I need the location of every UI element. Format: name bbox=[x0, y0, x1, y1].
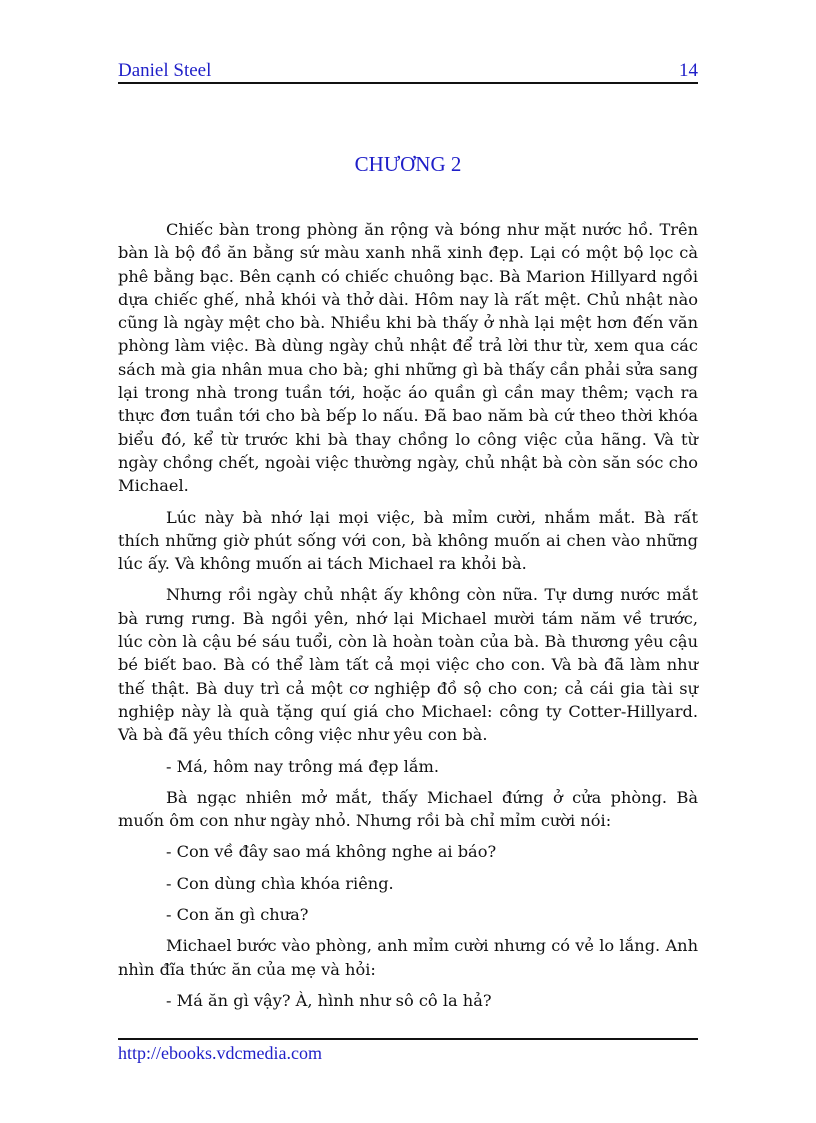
paragraph: Nhưng rồi ngày chủ nhật ấy không còn nữa. Tự dưng nước mắt bà rưng rưng. Bà ngồi yên, nhớ lại Michael mười tám năm về trước, lúc còn là cậu bé sáu tuổi, còn là hoàn toàn của bà. Bà thương yêu cậu bé biết bao. Bà có thể làm tất cả mọi việc cho con. Và bà đã làm như thế thật. Bà duy trì cả một cơ nghiệp đồ sộ cho con; cả cái gia tài sự nghiệp này là quà tặng quí giá cho Michael: công ty Cotter-Hillyard. Và bà đã yêu thích công việc như yêu con bà. bbox=[118, 585, 698, 745]
dialogue-line: - Con ăn gì chưa? bbox=[166, 905, 309, 925]
chapter-title: CHƯƠNG 2 bbox=[354, 152, 462, 176]
footer-divider bbox=[118, 1038, 698, 1040]
dialogue-line: - Má, hôm nay trông má đẹp lắm. bbox=[166, 756, 440, 776]
page-header bbox=[118, 60, 698, 84]
dialogue-line: - Con dùng chìa khóa riêng. bbox=[166, 873, 394, 893]
dialogue-line: - Má ăn gì vậy? À, hình như sô cô la hả? bbox=[166, 990, 492, 1010]
paragraph: Michael bước vào phòng, anh mỉm cười nhưng có vẻ lo lắng. Anh nhìn đĩa thức ăn của mẹ và hỏi: bbox=[118, 936, 698, 979]
chapter-body bbox=[118, 218, 698, 1020]
paragraph: Chiếc bàn trong phòng ăn rộng và bóng như mặt nước hồ. Trên bàn là bộ đồ ăn bằng sứ màu xanh nhã xinh đẹp. Lại có một bộ lọc cà phê bằng bạc. Bên cạnh có chiếc chuông bạc. Bà Marion Hillyard ngồi dựa chiếc ghế, nhả khói và thở dài. Hôm nay là rất mệt. Chủ nhật nào cũng là ngày mệt cho bà. Nhiều khi bà thấy ở nhà lại mệt hơn đến văn phòng làm việc. Bà dùng ngày chủ nhật để trả lời thư từ, xem qua các sách mà gia nhân mua cho bà; ghi những gì bà thấy cần phải sửa sang lại trong nhà trong tuần tới, hoặc áo quần gì cần may thêm; vạch ra thực đơn tuần tới cho bà bếp lo nấu. Đã bao năm bà cứ theo thời khóa biểu đó, kể từ trước khi bà thay chồng lo công việc của hãng. Và từ ngày chồng chết, ngoài việc thường ngày, chủ nhật bà còn săn sóc cho Michael. bbox=[118, 220, 698, 496]
paragraph: Lúc này bà nhớ lại mọi việc, bà mỉm cười, nhắm mắt. Bà rất thích những giờ phút sống với con, bà không muốn ai chen vào những lúc ấy. Và không muốn ai tách Michael ra khỏi bà. bbox=[118, 507, 698, 574]
header-author: Daniel Steel bbox=[118, 60, 212, 81]
header-page-number: 14 bbox=[679, 60, 698, 81]
footer-url-link[interactable]: http://ebooks.vdcmedia.com bbox=[118, 1043, 322, 1063]
paragraph: Bà ngạc nhiên mở mắt, thấy Michael đứng ở cửa phòng. Bà muốn ôm con như ngày nhỏ. Nhưng rồi bà chỉ mỉm cười nói: bbox=[118, 787, 698, 831]
dialogue-line: - Con về đây sao má không nghe ai báo? bbox=[166, 842, 497, 862]
